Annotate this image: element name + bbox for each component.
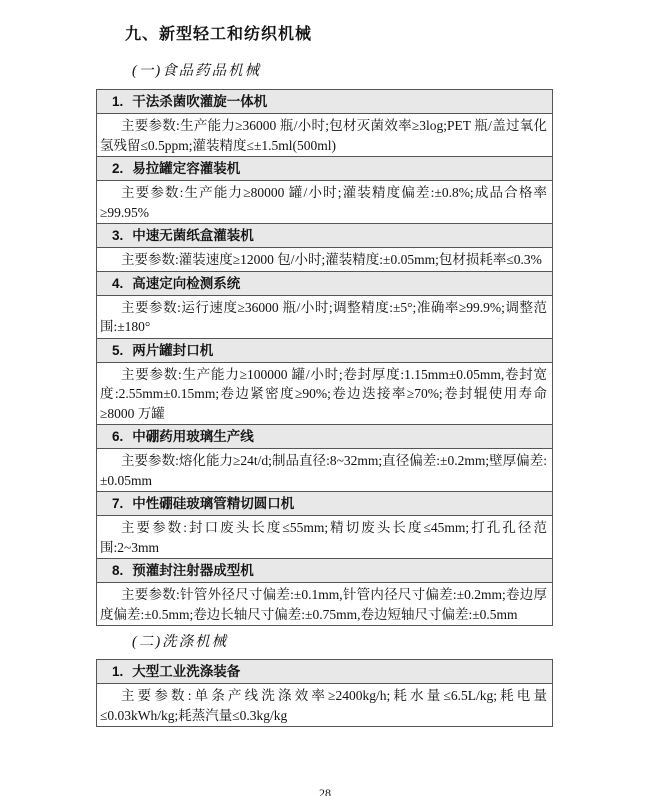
spec-item bbox=[96, 491, 553, 558]
spec-item-number: 8. bbox=[112, 563, 124, 578]
spec-item-number: 5. bbox=[112, 342, 124, 358]
spec-item-params: 主要参数:针管外径尺寸偏差:±0.1mm,针管内径尺寸偏差:±0.2mm;卷边厚度偏差:±0.5mm;卷边长轴尺寸偏差:±0.75mm,卷边短轴尺寸偏差:±0.5mm bbox=[100, 587, 547, 622]
spec-item-title: 高速定向检测系统 bbox=[132, 275, 241, 291]
spec-item bbox=[96, 223, 553, 271]
spec-item-header bbox=[97, 223, 552, 248]
spec-item-number: 3. bbox=[112, 228, 124, 243]
spec-item-title: 中硼药用玻璃生产线 bbox=[132, 429, 254, 444]
spec-item-header bbox=[97, 156, 552, 181]
spec-item-params: 主要参数:封口废头长度≤55mm;精切废头长度≤45mm;打孔孔径范围:2~3mm bbox=[100, 520, 547, 555]
section-heading-washing: (二)洗涤机械 bbox=[132, 634, 229, 650]
spec-item-title: 干法杀菌吹灌旋一体机 bbox=[132, 94, 268, 109]
spec-item-params: 主要参数:运行速度≥36000 瓶/小时;调整精度:±5°;准确率≥99.9%;调整范围:±180° bbox=[100, 299, 547, 334]
spec-table-washing bbox=[96, 659, 553, 727]
spec-item-header bbox=[97, 558, 552, 583]
spec-item-header bbox=[97, 338, 552, 363]
spec-item-title: 中性硼硅玻璃管精切圆口机 bbox=[132, 496, 295, 511]
spec-item-number: 6. bbox=[112, 429, 124, 444]
spec-item bbox=[96, 424, 553, 491]
spec-item bbox=[96, 156, 553, 223]
page-number: 28 bbox=[319, 786, 331, 796]
spec-item bbox=[96, 271, 553, 338]
spec-item-params: 主要参数:生产能力≥36000 瓶/小时;包材灭菌效率≥3log;PET 瓶/盖过氧化氢残留≤0.5ppm;灌装精度≤±1.5ml(500ml) bbox=[100, 118, 547, 153]
spec-item-title: 中速无菌纸盒灌装机 bbox=[132, 228, 254, 243]
spec-item-title: 预灌封注射器成型机 bbox=[132, 563, 254, 578]
spec-item-params: 主要参数:生产能力≥80000 罐/小时;灌装精度偏差:±0.8%;成品合格率≥99.95% bbox=[100, 185, 547, 220]
spec-item-header bbox=[97, 659, 552, 684]
spec-item bbox=[96, 89, 553, 156]
spec-item-params: 主要参数:单条产线洗涤效率≥2400kg/h;耗水量≤6.5L/kg;耗电量≤0.03kWh/kg;耗蒸汽量≤0.3kg/kg bbox=[100, 688, 547, 723]
spec-item-title: 易拉罐定容灌装机 bbox=[132, 161, 241, 176]
spec-item-title: 两片罐封口机 bbox=[132, 342, 214, 358]
spec-item-number: 1. bbox=[112, 94, 124, 109]
spec-item bbox=[96, 659, 553, 726]
spec-item-number: 7. bbox=[112, 496, 124, 511]
spec-item-number: 2. bbox=[112, 161, 124, 176]
spec-item bbox=[96, 338, 553, 425]
spec-item-params: 主要参数:熔化能力≥24t/d;制品直径:8~32mm;直径偏差:±0.2mm;壁厚偏差:±0.05mm bbox=[100, 453, 547, 488]
page-title: 九、新型轻工和纺织机械 bbox=[125, 26, 313, 43]
spec-item-number: 1. bbox=[112, 664, 124, 679]
spec-item-header bbox=[97, 491, 552, 516]
spec-item-params: 主要参数:灌装速度≥12000 包/小时;灌装精度:±0.05mm;包材损耗率≤0.3% bbox=[121, 252, 542, 267]
section-heading-food-pharma: (一)食品药品机械 bbox=[132, 63, 262, 79]
spec-item-header bbox=[97, 89, 552, 114]
spec-item-title: 大型工业洗涤装备 bbox=[132, 664, 241, 679]
spec-table-food-pharma bbox=[96, 89, 553, 626]
spec-item-params: 主要参数:生产能力≥100000 罐/小时;卷封厚度:1.15mm±0.05mm,卷封宽度:2.55mm±0.15mm;卷边紧密度≥90%;卷边迭接率≥70%;卷封辊使用寿命≥8000 万罐 bbox=[100, 366, 547, 421]
spec-item-header bbox=[97, 271, 552, 296]
spec-item-number: 4. bbox=[112, 275, 124, 291]
spec-item bbox=[96, 558, 553, 625]
spec-item-header bbox=[97, 424, 552, 449]
